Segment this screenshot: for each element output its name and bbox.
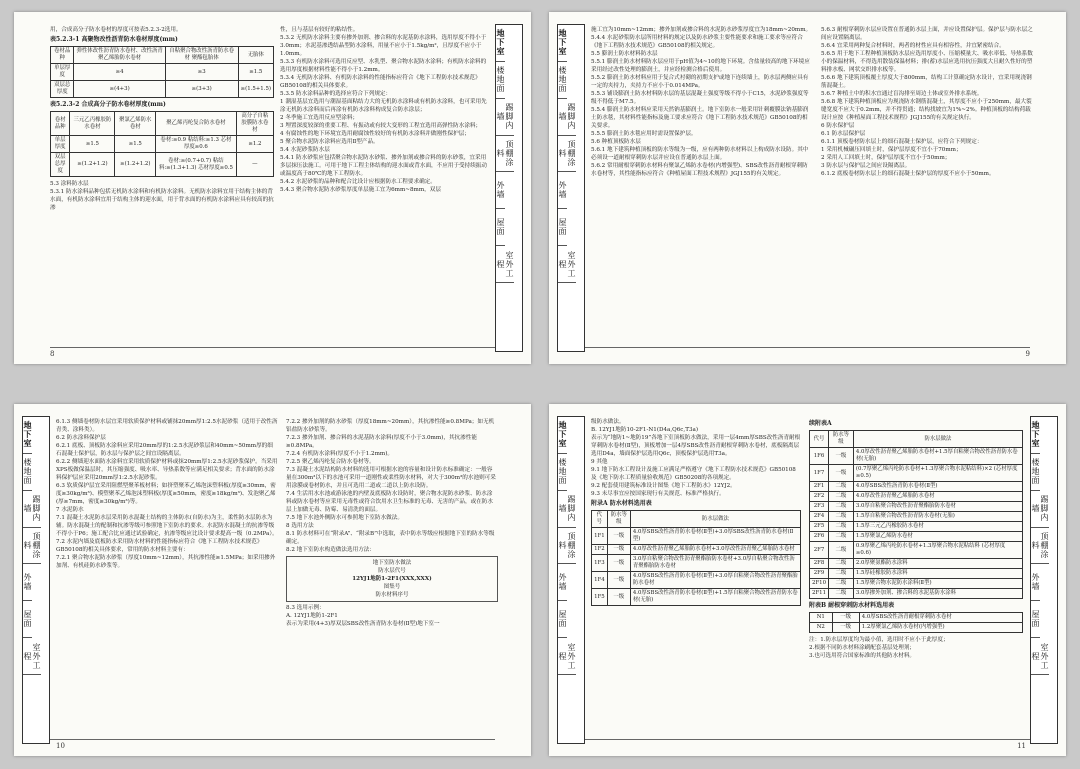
appendix-b-title: 附表B 耐根穿刺防水材料选用表	[809, 602, 895, 609]
table-cell: 3.0厚自粘聚合物改性沥青聚酯胎防水卷材+3.0厚自粘聚合物改性沥青聚酯胎防水卷材	[630, 555, 800, 572]
page-rule	[585, 739, 1030, 740]
table-cell: 1.5厚聚合物水泥防水涂料(Ⅱ型)	[853, 579, 1022, 589]
table-cell: 2F9	[810, 569, 829, 579]
table-cell: 单层厚度	[51, 136, 70, 153]
table-cell: 1F7	[810, 465, 829, 482]
table-cell: 二级	[829, 522, 854, 532]
page-10	[14, 404, 531, 756]
table-cell: 二级	[829, 502, 854, 512]
page8-left-tail: 5.3 涂料防水层 5.3.1 防水涂料品种包括无机防水涂料和有机防水涂料。无机防水涂料宜用于结构主体的背水面，有机防水涂料宜用于结构主体的迎水面，用于背水面的有机防水涂料应具有较高的抗渗	[50, 181, 274, 211]
table-cell: 2F2	[810, 492, 829, 502]
tab-ceiling-coating[interactable]: 顶棚涂料	[1031, 528, 1049, 565]
table-5-2-3-2-title: 表5.2.3-2 合成高分子防水卷材厚度(mm)	[50, 101, 166, 108]
page9-right-column	[821, 26, 1033, 346]
table-cell: ≥1.2	[236, 136, 273, 153]
table-cell: 1F1	[592, 528, 608, 545]
table-cell: 一级	[607, 572, 630, 589]
tab-ceiling-coating[interactable]: 顶棚涂料	[496, 136, 514, 173]
table-cell: ≥(3+3)	[165, 81, 238, 98]
page8-right-column	[280, 26, 490, 346]
tab-ceiling-coating[interactable]: 顶棚涂料	[23, 528, 41, 565]
appendix-a-table	[591, 510, 801, 606]
tab-floor[interactable]: 楼地面	[496, 62, 505, 99]
table-cell: 4.0厚SBS改性沥青防水卷材(Ⅱ型)+3.0厚SBS改性沥青防水卷材(Ⅱ型)	[630, 528, 800, 545]
tab-roof[interactable]: 屋面	[1031, 601, 1040, 638]
table-cell: 1F6	[810, 448, 829, 465]
table-cell: 双层总厚度	[51, 81, 74, 98]
table-header-cell: 三元乙丙橡胶防水卷材	[70, 112, 115, 136]
tab-exterior-wall[interactable]: 外墙	[558, 172, 567, 209]
chapter-tabs	[557, 24, 585, 352]
table-cell: 2F6	[810, 532, 829, 542]
diagram-code: 12YJ1地防1-2F1(XXX,XXX)	[352, 576, 432, 582]
table-cell: ≥1.5	[115, 136, 156, 153]
page8-left-column	[50, 26, 274, 346]
page11-right-column	[809, 418, 1023, 738]
tab-outdoor[interactable]: 室外工程	[23, 638, 41, 675]
appendix-a-title: 附录A 防水材料选用表	[591, 500, 652, 507]
table-cell: 4.0厚SBS改性沥青防水卷材(Ⅱ型)	[853, 482, 1022, 492]
table-cell: 二级	[829, 482, 854, 492]
tab-basement[interactable]: 地下室	[1031, 417, 1040, 454]
tab-skirting-wall[interactable]: 踢脚内墙	[1031, 491, 1049, 528]
table-cell: 2F4	[810, 512, 829, 522]
tab-exterior-wall[interactable]: 外墙	[23, 564, 32, 601]
page-9	[549, 12, 1066, 364]
table-cell: 4.0厚SBS改性沥青防水卷材(Ⅱ型)+1.5厚自粘聚合物改性沥青防水卷材(无胎)	[630, 589, 800, 606]
page11-left-text: 级防水做法。 B. 12YJ1地防10-2F1-N1(D4a,Q6c,T3a) 表示为“地防1~地防19”各地下室顶板防水做法，采用一层4mm厚SBS改性沥青耐根穿刺防水卷材(Ⅱ型)，顶板增加一层4厚SBS改性沥青耐根穿刺防水卷材，底板隔离层选用D4a，墙面保护层选用Q6c，顶板保护层选用T3a。 9 其他 9.1 地下防水工程设计及施工应满足严格遵守《地下工程防水技术规范》GB50108及《地下防水工程质量验收规范》GB50208的各项规定。 9.2 配套使用建筑标准设计图集《地下工程防水》12YJ2。 9.3 未尽事宜应按国家现行有关规范、标准严格执行。	[591, 419, 801, 497]
page10-right-column	[286, 418, 498, 738]
table-cell: 一级	[832, 613, 859, 623]
page-rule	[50, 739, 495, 740]
table-cell: ≥(1.5+1.5)	[238, 81, 273, 98]
table-cell: ≥1.5	[70, 136, 115, 153]
table-header-cell: 无胎体	[238, 47, 273, 64]
table-cell: 2F3	[810, 502, 829, 512]
table-row	[51, 153, 274, 177]
table-cell: 单层厚度	[51, 64, 74, 81]
table-cell: 一级	[829, 465, 854, 482]
table-5-2-3-1-title: 表5.2.3-1 高聚物改性沥青防水卷材厚度(mm)	[50, 36, 178, 43]
tab-outdoor[interactable]: 室外工程	[1031, 638, 1049, 675]
table-header-cell: 代号	[592, 511, 608, 528]
table-row	[51, 81, 274, 98]
table-5-2-3-2	[50, 111, 274, 177]
appendix-b-table	[809, 612, 1023, 633]
table-cell: ≥(1.2+1.2)	[115, 153, 156, 177]
table-header-cell: 防水等级	[829, 431, 854, 448]
tab-skirting-wall[interactable]: 踢脚内墙	[558, 491, 576, 528]
page-rule	[585, 347, 1030, 348]
diagram-label-code: 防水层代号	[378, 568, 406, 574]
tab-skirting-wall[interactable]: 踢脚内墙	[496, 99, 514, 136]
chapter-tabs	[495, 24, 523, 352]
table-cell: 2F8	[810, 559, 829, 569]
table-row	[810, 532, 1023, 542]
page-11	[549, 404, 1066, 756]
table-row	[592, 589, 801, 606]
table-header-cell: 防水层做法	[630, 511, 800, 528]
page10-left-column	[56, 418, 278, 738]
table-header-cell: 聚乙烯丙纶复合防水卷材	[156, 112, 237, 136]
tab-floor[interactable]: 楼地面	[558, 454, 567, 491]
page10-left-text: 6.1.3 侧墙卷材防水层宜采用软质保护材料或铺抹20mm厚1:2.5水泥砂浆（适用于改性沥青类、涂料类）。 6.2 防水涂料保护层 6.2.1 底板、顶板防水涂料应采用20mm厚的1:2.5水泥砂浆层和40mm~50mm厚的细石混凝土保护层，防水层与保护层之间宜设隔离层。 6.2.2 侧墙迎水面防水涂料宜采用软质保护材料或抹20mm厚1:2.5水泥砂浆保护。当采用XPS板做保温层时，其压缩强度、吸水率、导热系数等应满足相关要求；背水面的防水涂料保护层应采用20mm厚1:2.5水泥砂浆。 6.3 软质保护层宜采用阻燃型聚苯板材料；如挤塑聚苯乙烯泡沫塑料板(厚度≥30mm，密度≥30kg/m³)、模塑聚苯乙烯泡沫塑料板(厚度≥50mm，密度≥18kg/m³)、发泡聚乙烯(厚≥7mm，密度≥30kg/m³)等。 7 水泥防水 7.1 混凝土水泥防水层采用防水混凝土结构的主体防水(自防水)为主，柔性防水层防水为辅。防水混凝土的配制和抗渗等级可参照地下室防水的要求。水泥防水混凝土的抗渗等级不得小于P6；施工配合比应通过试验确定，抗渗等级应比设计要求提高一级（0.2MPa）。 7.2 水泥内墙及底板防水采用防水材料的性能指标应符合《地下工程防水技术规范》GB50108的相关具体要求，常用的防水材料主要有： 7.2.1 聚合物水泥防水砂浆（厚度10mm~12mm），其抗渗性能≥1.5MPa；如采用掺外加剂、有机硅防水砂浆等。	[56, 419, 278, 569]
page-number: 11	[1017, 742, 1026, 750]
tab-roof[interactable]: 屋面	[558, 209, 567, 246]
table-cell: 1.5厚聚氯乙烯防水卷材	[853, 532, 1022, 542]
table-cell: 一级	[829, 448, 854, 465]
page9-left-column	[591, 26, 813, 346]
page8-right-text: 性，且与基层有较好的粘结性。 5.3.2 无机防水涂料主要有掺外加剂、掺合料的水泥基防水涂料，选用厚度不得小于3.0mm；水泥基渗透结晶型防水涂料，用量不应小于1.5kg/m²，且厚度不应小于1.0mm。 5.3.3 有机防水涂料可选用反应型、水乳型、聚合物水泥防水涂料；有机防水涂料的选用厚度根据材料性能不得小于1.2mm。 5.3.4 无机防水涂料、有机防水涂料的性能指标应符合《地下工程防水技术规范》GB50108的相关具体要求。 5.3.5 防水涂料品种的选择应符合下列规定： 1 潮湿基层宜选用与潮湿基面粘结力大的无机防水涂料或有机防水涂料，也可采用先涂无机防水涂料而后再涂有机防水涂料构成复合防水涂层； 2 冬季施工宜选用反应型涂料； 3 埋置深度较深的重要工程、有振动或有较大变形的工程宜选用高弹性防水涂料； 4 有腐蚀性的地下环境宜选用耐腐蚀性较好的有机防水涂料并做刚性保护层； 5 聚合物水泥防水涂料应选用Ⅱ型产品。 5.4 水泥砂浆防水层 5.4.1 防水砂浆应包括聚合物水泥防水砂浆、掺外加剂或掺合料的防水砂浆，宜采用多层抹压法施工。可用于地下工程主体结构的迎水面或背水面，不应用于受持续振动或温度高于80℃的地下工程防水。 5.4.2 水泥砂浆的品种和配合比设计应根据防水工程要求确定。 5.4.3 聚合物水泥防水砂浆厚度单层施工宜为6mm~8mm，双层	[280, 27, 487, 193]
table-header-cell: 聚氯乙烯防水卷材	[115, 112, 156, 136]
table-row	[810, 623, 1023, 633]
table-cell: 4.0厚SBS改性沥青防水卷材(Ⅱ型)+3.0厚自粘聚合物改性沥青聚酯胎防水卷材	[630, 572, 800, 589]
table-cell: —	[236, 153, 273, 177]
table-cell: 4.0厚改性沥青聚乙烯胎防水卷材+1.5厚自粘聚合物改性沥青防水卷材(无胎)	[853, 448, 1022, 465]
table-cell: 1F5	[592, 589, 608, 606]
table-cell: ≥(1.2+1.2)	[70, 153, 115, 177]
appendix-a-cont-title: 续附表A	[809, 420, 832, 427]
table-header-cell: 防水等级	[607, 511, 630, 528]
page-number: 8	[50, 350, 55, 358]
page10-right-text: 7.2.2 掺外加剂的防水砂浆（厚度18mm~20mm），其抗渗性能≥0.8MPa；如无机铝盐防水砂浆等。 7.2.3 掺外加剂、掺合料的水泥基防水涂料(厚度不小于3.0mm)，其抗渗性能≥0.8MPa。 7.2.4 有机防水涂料(厚度不小于1.2mm)。 7.2.5 聚乙烯丙纶复合防水卷材等。 7.3 混凝土水泥结构防水材料的选用可根据水池的容量和设计防水标准确定：一般容量在300m³以下的水池可采用一道刚性或柔性防水材料，对大于300m³的水池则可采用涂膜或卷材防水，并且可选用二道或二道以上防水设防。 7.4 生活用水水池或游泳池的内壁及底板防水设防时，聚合物水泥防水砂浆、防水涂料或防水卷材等应采用无毒性或符合饮用水卫生标准的无毒、无害的产品，或在防水层上加做无毒、防霉、易清洗的面层。 7.5 地下水池外侧防水可参照地下室防水做法。 8 选用方法 8.1 防水材料可在“附录A”、“附录B”中选取，表中防水等级应根据地下室的防水等级确定。 8.2 地下室防水构造做法选用方法：	[286, 419, 496, 553]
tab-skirting-wall[interactable]: 踢脚内墙	[23, 491, 41, 528]
page-8	[14, 12, 531, 364]
table-cell: 1F4	[592, 572, 608, 589]
table-cell: 二级	[829, 512, 854, 522]
table-cell: 一级	[607, 555, 630, 572]
table-cell: 卷材:≥0.9 粘结料:≥1.3 芯材厚度≥0.6	[156, 136, 237, 153]
table-cell: 二级	[829, 579, 854, 589]
table-cell: 二级	[829, 569, 854, 579]
table-cell: 二级	[829, 559, 854, 569]
code-diagram	[286, 556, 498, 602]
table-cell: 一级	[607, 589, 630, 606]
page-rule	[50, 347, 495, 348]
table-row	[51, 136, 274, 153]
tab-basement[interactable]: 地下室	[558, 417, 567, 454]
table-header-cell: 代号	[810, 431, 829, 448]
table-row	[810, 559, 1023, 569]
tab-roof[interactable]: 屋面	[558, 601, 567, 638]
tab-outdoor[interactable]: 室外工程	[558, 638, 576, 675]
table-cell: ≥4	[74, 64, 165, 81]
diagram-label-material: 防水材料序号	[375, 592, 409, 598]
table-cell: 一级	[607, 545, 630, 555]
table-cell: 2.0厚聚氨酯防水涂料	[853, 559, 1022, 569]
table-cell: 二级	[829, 589, 854, 599]
table-row	[810, 522, 1023, 532]
table-cell: 1F3	[592, 555, 608, 572]
table-cell: N1	[810, 613, 833, 623]
table-cell: 2F11	[810, 589, 829, 599]
page10-tail: 8.3 选用示例： A. 12YJ1地防1-2F1 表示为采用(4+3)厚双层SBS改性沥青防水卷材(Ⅱ型)地下室一	[286, 605, 440, 627]
tab-roof[interactable]: 屋面	[496, 209, 505, 246]
table-cell: 卷材:≥(0.7+0.7) 粘结料:≥(1.3+1.3) 芯材厚度≥0.5	[156, 153, 237, 177]
table-cell: 1.5厚自粘聚合物改性沥青防水卷材(无胎)	[853, 512, 1022, 522]
table-row	[810, 465, 1023, 482]
table-cell: 二级	[829, 532, 854, 542]
tab-floor[interactable]: 楼地面	[1031, 454, 1040, 491]
table-cell: 2F10	[810, 579, 829, 589]
table-row	[810, 502, 1023, 512]
table-cell: 二级	[829, 542, 854, 559]
tab-basement[interactable]: 地下室	[23, 417, 32, 454]
tab-outdoor[interactable]: 室外工程	[496, 246, 514, 283]
table-row	[810, 579, 1023, 589]
diagram-label-method: 地下室防水做法	[372, 560, 412, 566]
chapter-tabs	[22, 416, 50, 744]
table-cell: 1.2厚聚氯乙烯防水卷材(内增强型)	[859, 623, 1022, 633]
table-cell: 2F5	[810, 522, 829, 532]
table-cell: 0.9厚聚乙烯丙纶防水卷材+1.3厚聚合物水泥粘结料 (芯材厚度≥0.6)	[853, 542, 1022, 559]
table-row	[810, 613, 1023, 623]
page11-left-column	[591, 418, 801, 738]
table-cell: 二级	[829, 492, 854, 502]
page-number: 10	[56, 742, 65, 750]
tab-skirting-wall[interactable]: 踢脚内墙	[558, 99, 576, 136]
table-row	[810, 569, 1023, 579]
tab-basement[interactable]: 地下室	[558, 25, 567, 62]
tab-ceiling-coating[interactable]: 顶棚涂料	[558, 528, 576, 565]
table-cell: 4.0厚SBS改性沥青耐根穿刺防水卷材	[859, 613, 1022, 623]
tab-outdoor[interactable]: 室外工程	[558, 246, 576, 283]
chapter-tabs	[557, 416, 585, 744]
table-header-cell: 自粘聚合物改性沥青防水卷材 聚酯毡胎体	[165, 47, 238, 64]
table-row	[810, 492, 1023, 502]
tab-exterior-wall[interactable]: 外墙	[1031, 564, 1040, 601]
table-row	[810, 589, 1023, 599]
tab-floor[interactable]: 楼地面	[23, 454, 32, 491]
table-cell: 4.0厚改性沥青聚乙烯胎防水卷材	[853, 492, 1022, 502]
table-cell: 双层总厚度	[51, 153, 70, 177]
tab-ceiling-coating[interactable]: 顶棚涂料	[558, 136, 576, 173]
table-row	[592, 555, 801, 572]
chapter-tabs-right	[1030, 416, 1058, 744]
table-cell: 3.0厚自粘聚合物改性沥青聚酯胎防水卷材	[853, 502, 1022, 512]
tab-floor[interactable]: 楼地面	[558, 62, 567, 99]
table-cell: 1F2	[592, 545, 608, 555]
tab-exterior-wall[interactable]: 外墙	[496, 172, 505, 209]
table-cell: 1.5厚三元乙丙橡胶防水卷材	[853, 522, 1022, 532]
table-cell: 1.5厚硅橡胶防水涂料	[853, 569, 1022, 579]
table-cell: ≥1.5	[238, 64, 273, 81]
page11-notes: 注：1.防水层厚度均为最小值，选用时不应小于此厚度； 2.根据不同防水材料涂刷配套基层处理剂； 3.也可选用符合国家标准的其他防水材料。	[809, 637, 949, 659]
table-cell: 3.0厚掺外加剂、掺合料的水泥基防水涂料	[853, 589, 1022, 599]
table-row	[592, 572, 801, 589]
appendix-a-cont-table	[809, 430, 1023, 599]
tab-exterior-wall[interactable]: 外墙	[558, 564, 567, 601]
table-row	[810, 542, 1023, 559]
table-cell: ≥3	[165, 64, 238, 81]
table-row	[810, 482, 1023, 492]
table-row	[592, 528, 801, 545]
table-header-cell: 高分子自粘胶膜防水卷材	[236, 112, 273, 136]
page8-intro: 用，合成高分子防水卷材的厚度可按表5.2.3-2选用。	[50, 27, 182, 33]
table-5-2-3-1	[50, 46, 274, 98]
table-row	[810, 512, 1023, 522]
table-cell: 一级	[607, 528, 630, 545]
table-row	[51, 64, 274, 81]
tab-basement[interactable]: 地下室	[496, 25, 505, 62]
table-header-cell: 防水层做法	[853, 431, 1022, 448]
table-cell: 一级	[832, 623, 859, 633]
diagram-label-atlas: 图集号	[383, 584, 401, 590]
table-cell: N2	[810, 623, 833, 633]
table-cell: ≥(4+3)	[74, 81, 165, 98]
table-header-cell: 卷材品种	[51, 112, 70, 136]
table-row	[810, 448, 1023, 465]
page9-right-text: 5.6.3 耐根穿刺防水层应设置在普通防水层上面，并应设置保护层。保护层与防水层之间应设置隔离层。 5.6.4 宜采用两种复合材料时，两者的材性应具有相容性，并宜紧密结合。 5.6.5 用于地下工程种植顶板防水层应选用厚度小、压缩模量大、吸水率低、导热系数小的保温材料，不得选用散装保温材料；排(蓄)水层应选用抗压强度大且耐久性好的塑料排水板、网状交织排水板等。 5.6.6 地下建筑顶板覆土厚度大于800mm，结构工计算确定防水设计，宜采用现浇钢筋混凝土。 5.6.7 种植土中的积水宜通过盲沟排至周边土体或室外排水系统。 5.6.8 地下建筑种植顶板应为现浇防水钢筋混凝土，其厚度不应小于250mm，最大裂缝宽度不应大于0.2mm，并不得贯通；结构找坡宜为1%~2%。种植顶板的结构荷载设计应按《种植屋面工程技术规程》JGJ155的有关规定执行。 6 防水保护层 6.1 防水层保护层 6.1.1 顶板卷材防水层上的细石混凝土保护层，应符合下列规定： 1 采用机械碾压回填土时，保护层厚度不宜小于70mm； 2 采用人工回填土时，保护层厚度不宜小于50mm； 3 防水层与保护层之间应设隔离层。 6.1.2 底板卷材防水层上的细石混凝土保护层的厚度不应小于50mm。	[821, 27, 1033, 177]
table-header-cell: 卷材品种	[51, 47, 74, 64]
table-cell: (0.7厚聚乙烯丙纶防水卷材+1.3厚聚合物水泥粘结料)×2 (芯材厚度≥0.5)	[853, 465, 1022, 482]
table-header-cell: 弹性体改性沥青防水卷材、改性沥青聚乙烯胎防水卷材	[74, 47, 165, 64]
table-cell: 2F7	[810, 542, 829, 559]
table-cell: 4.0厚改性沥青聚乙烯胎防水卷材+3.0厚改性沥青聚乙烯胎防水卷材	[630, 545, 800, 555]
page9-left-text: 施工宜为10mm~12mm；掺外加剂或掺合料的水泥防水砂浆厚度宜为18mm~20mm。 5.4.4 水泥砂浆防水层所用材料的规定以及防水砂浆主要性能要求和施工要求等应符合《地下工程防水技术规范》GB50108的相关规定。 5.5 膨润土防水材料防水层 5.5.1 膨润土防水材料防水层应用于pH值为4~10的地下环境。含盐量较高的地下环境应采用经过改性处理的膨润土，并应经检测合格后使用。 5.5.2 膨润土防水材料应用于复合式衬砌的初期支护或地下连续墙上，防水层两侧应具有一定的夹持力，夹持力不应小于0.014MPa。 5.5.3 铺设膨润土防水材料防水层的基层混凝土强度等级不得小于C15，水泥砂浆强度等级不得低于M7.5。 5.5.4 膨润土防水材料应采用天然钠基膨润土。地下室防水一般采用针刺覆膜法钠基膨润土防水毯，其材料性能指标及施工要求应符合《地下工程防水技术规范》GB50108的相关要求。 5.5.5 膨润土防水毯应用时需设置保护层。 5.6 种植顶板防水层 5.6.1 地下建筑种植顶板的防水等级为一级，应有两种防水材料以上构成防水设防。其中必须设一道耐根穿刺防水层并应设在普通防水层上面。 5.6.2 常用耐根穿刺防水材料有聚氯乙烯防水卷材(内增强型)、SBS改性沥青耐根穿刺防水卷材等，其性能指标应符合《种植屋面工程技术规程》JGJ155的有关规定。	[591, 27, 812, 177]
page-number: 9	[1025, 350, 1030, 358]
tab-roof[interactable]: 屋面	[23, 601, 32, 638]
table-row	[592, 545, 801, 555]
table-cell: 2F1	[810, 482, 829, 492]
